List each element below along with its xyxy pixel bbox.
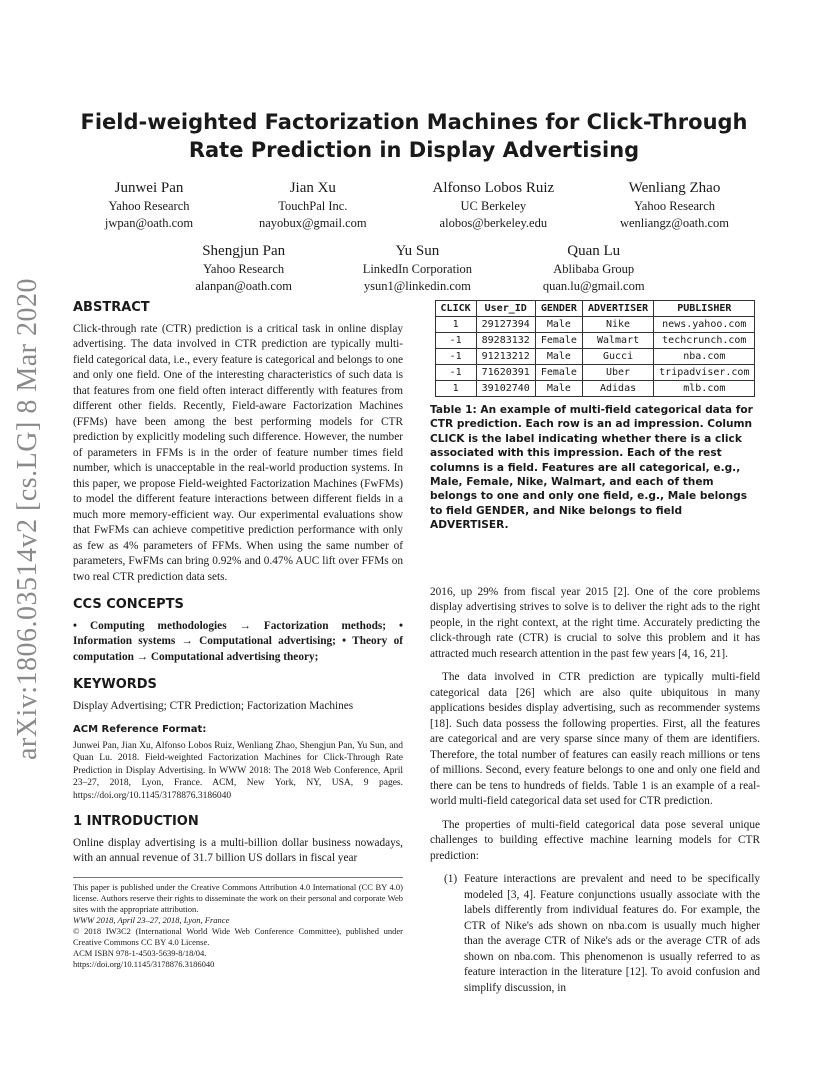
list-item: (1) Feature interactions are prevalent and need to be specifically modeled [3, 4]. Feature conjunctions usually associate with the labels differently from individual features do. For example, the CTR of Nike's ads shown on nba.com is usually much higher than the average CTR of Nike's ads or the average CTR of ads shown on nba.com. This phenomenon is usually referred to as feature interaction in the literature [12]. To avoid confusion and simplify discussion, in	[444, 873, 760, 994]
author: Junwei Pan Yahoo Research jwpan@oath.com	[104, 180, 194, 230]
left-column	[73, 300, 403, 970]
table-row: -1 91213212 Male Gucci nba.com	[435, 349, 755, 365]
table-header-row: CLICK User_ID GENDER ADVERTISER PUBLISHER	[435, 301, 755, 317]
abstract-heading: ABSTRACT	[73, 300, 150, 315]
abstract-text: Click-through rate (CTR) prediction is a critical task in online display advertising. The data involved in CTR prediction are typically multi-field categorical data, i.e., every feature is categorical and belongs to one and only one field. One of the interesting characteristics of such data is that features from one field often interact differently with features from different other fields. Recently, Field-aware Factorization Machines (FFMs) have been among the best performing models for CTR prediction by explicitly modeling such difference. However, the number of parameters in FFMs is in the order of feature number times field number, which is unacceptable in the real-world production systems. In this paper, we propose Field-weighted Factorization Machines (FwFMs) to model the different feature interactions between different fields in a much more memory-efficient way. Our experimental evaluations show that FwFMs can achieve competitive prediction performance with only as few as 4% parameters of FFMs. When using the same number of parameters, FwFMs can bring 0.92% and 0.47% AUC lift over FFMs on two real CTR prediction data sets.	[73, 322, 403, 583]
data-table	[435, 300, 756, 397]
table-row: -1 71620391 Female Uber tripadviser.com	[435, 365, 755, 381]
intro-text: Online display advertising is a multi-billion dollar business nowadays, with an annual revenue of 31.7 billion US dollars in fiscal year	[73, 836, 403, 864]
table-row: -1 89283132 Female Walmart techcrunch.com	[435, 333, 755, 349]
table-row: 1 29127394 Male Nike news.yahoo.com	[435, 317, 755, 333]
author: Quan Lu Ablibaba Group quan.lu@gmail.com	[542, 243, 645, 293]
intro-heading: 1 INTRODUCTION	[73, 814, 199, 829]
table-row: 1 39102740 Male Adidas mlb.com	[435, 381, 755, 397]
authors-row-1	[72, 178, 762, 232]
body-paragraph: 2016, up 29% from fiscal year 2015 [2]. One of the core problems display advertising strives to solve is to deliver the right ads to the right people, in the right context, at the right time. Accurately predicting the click-through rate (CTR) is crucial to solve this problem and it has attracted much research attention in the past few years [4, 16, 21].	[430, 585, 760, 660]
authors-row-2	[160, 241, 680, 295]
body-paragraph: The properties of multi-field categorical data pose several unique challenges to building effective machine learning models for CTR prediction:	[430, 818, 760, 862]
author: Alfonso Lobos Ruiz UC Berkeley alobos@berkeley.edu	[432, 180, 555, 230]
table-caption: Table 1: An example of multi-field categorical data for CTR prediction. Each row is an ad impression. Column CLICK is the label indicating whether there is a click associated with this impression. Each of the rest columns is a field. Features are all categorical, e.g., Male, Female, Nike, Walmart, and each of them belongs to one and only one field, e.g., Male belongs to field GENDER, and Nike belongs to field ADVERTISER.	[430, 404, 753, 532]
acm-ref-heading: ACM Reference Format:	[73, 724, 207, 735]
acm-ref-text: Junwei Pan, Jian Xu, Alfonso Lobos Ruiz, Wenliang Zhao, Shengjun Pan, Yu Sun, and Quan Lu. 2018. Field-weighted Factorization Machines for Click-Through Rate Prediction in Display Advertising. In WWW 2018: The 2018 Web Conference, April 23–27, 2018, Lyon, France. ACM, New York, NY, USA, 9 pages. https://doi.org/10.1145/3178876.3186040	[73, 740, 403, 801]
body-paragraph: The data involved in CTR prediction are typically multi-field categorical data [26] which are also quite ubiquitous in many applications besides display advertising, such as recommender systems [18]. Such data possess the following properties. First, all the features are categorical and are very sparse since many of them are identifiers. Therefore, the total number of features can easily reach millions or tens of millions. Second, every feature belongs to one and only one field and there can be tens to hundreds of fields. Table 1 is an example of a real-world multi-field categorical data set used for CTR prediction.	[430, 671, 760, 808]
paper-title: Field-weighted Factorization Machines for Click-Through Rate Prediction in Display Advertising	[80, 110, 748, 162]
footnote: This paper is published under the Creative Commons Attribution 4.0 International (CC BY 4.0) license. Authors reserve their rights to disseminate the work on their personal and corporate Web sites with the appropriate attribution. WWW 2018, April 23–27, 2018, Lyon, France © 2018 IW3C2 (International World Wide Web Conference Committee), published under Creative Commons CC BY 4.0 License. ACM ISBN 978-1-4503-5639-8/18/04. https://doi.org/10.1145/3178876.3186040	[73, 877, 403, 970]
ccs-text: • Computing methodologies → Factorization methods; • Information systems → Computational advertising; • Theory of computation → Computational advertising theory;	[73, 619, 403, 663]
author: Wenliang Zhao Yahoo Research wenliangz@oath.com	[619, 180, 730, 230]
keywords-heading: KEYWORDS	[73, 677, 157, 692]
arxiv-stamp: arXiv:1806.03514v2 [cs.LG] 8 Mar 2020	[12, 278, 43, 760]
author: Jian Xu TouchPal Inc. nayobux@gmail.com	[258, 180, 367, 230]
author: Shengjun Pan Yahoo Research alanpan@oath.com	[195, 243, 292, 293]
author: Yu Sun LinkedIn Corporation ysun1@linkedin.com	[362, 243, 473, 293]
right-column	[430, 300, 760, 996]
ccs-heading: CCS CONCEPTS	[73, 597, 184, 612]
challenge-list	[430, 872, 760, 996]
keywords-text: Display Advertising; CTR Prediction; Factorization Machines	[73, 699, 354, 712]
